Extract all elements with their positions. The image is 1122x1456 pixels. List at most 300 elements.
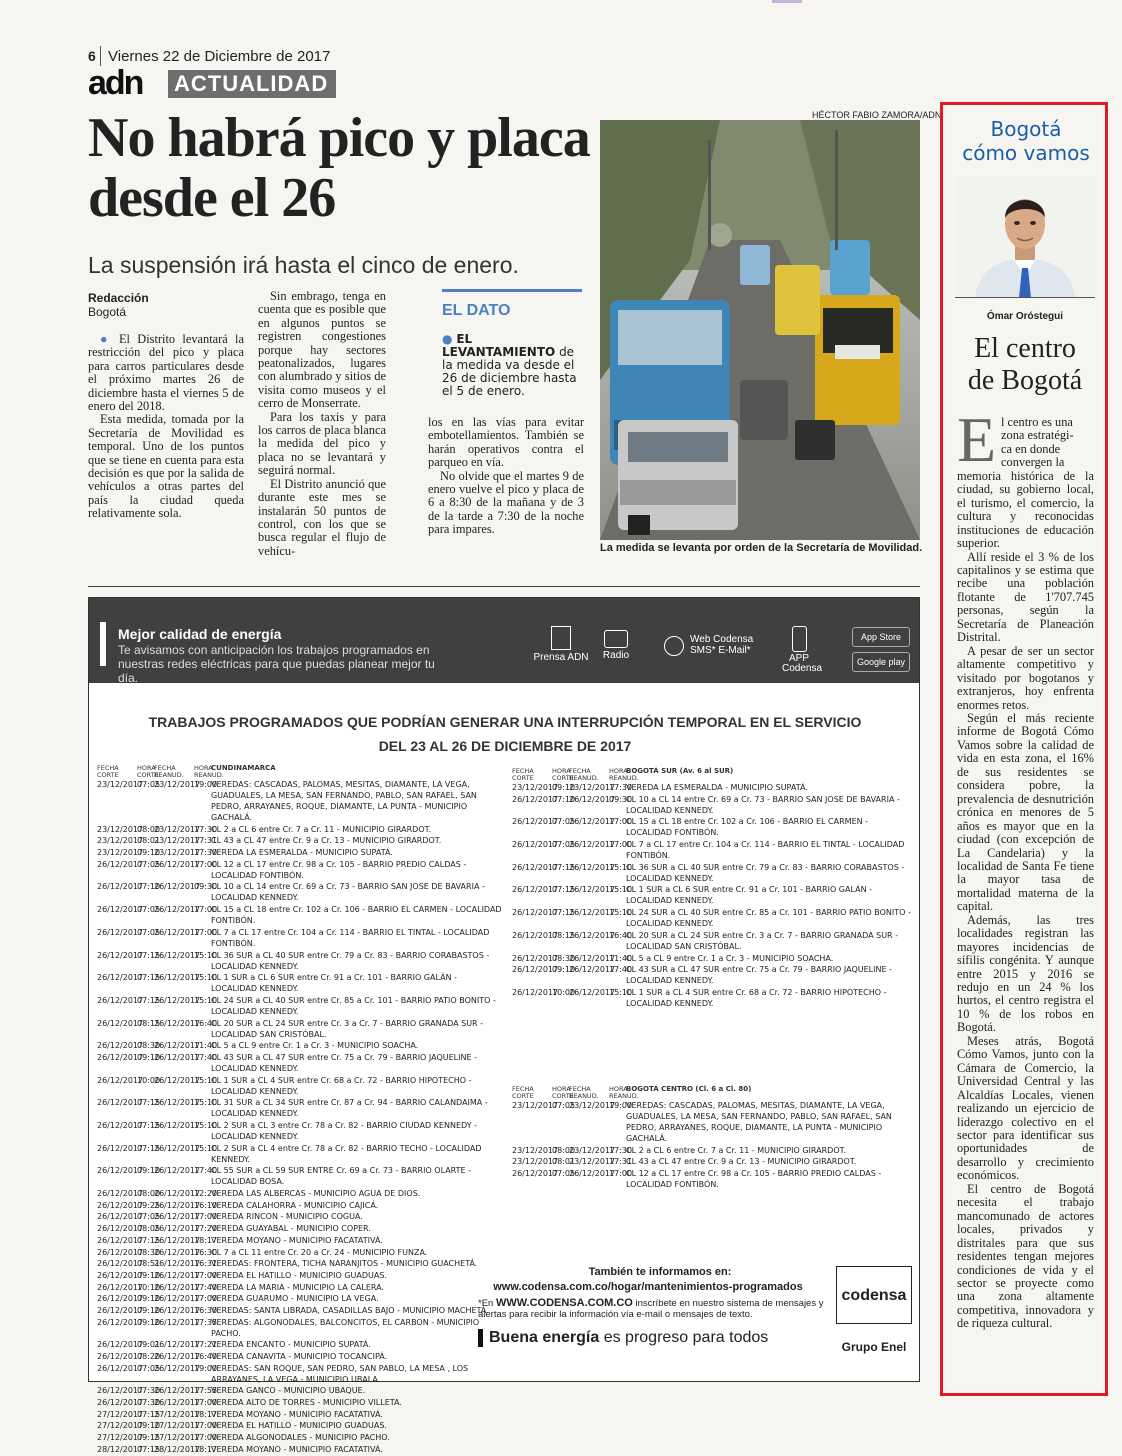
table-cell: 17:00 xyxy=(609,817,633,827)
table-cell: 26/12/2017 xyxy=(154,950,201,960)
table-cell: 11:40 xyxy=(609,953,633,963)
table-body xyxy=(512,782,912,1009)
table-cell: 26/12/2017 xyxy=(154,1189,201,1199)
table-row xyxy=(97,779,502,823)
channel-radio: Radio xyxy=(596,626,636,661)
table-cell: 26/12/2017 xyxy=(154,1398,201,1408)
table-cell: VEREDA GUAYABAL - MUNICIPIO COPER. xyxy=(211,1224,371,1234)
table-cell: 17:31 xyxy=(609,1157,633,1167)
table-cell: 17:00 xyxy=(194,1212,218,1222)
table-row xyxy=(512,1100,912,1144)
table-row xyxy=(512,1168,912,1190)
table-cell: 07:05 xyxy=(552,817,576,827)
table-cell: VEREDA EL HATILLO - MUNICIPIO GUADUAS. xyxy=(211,1421,387,1431)
table-cell: 26/12/2017 xyxy=(97,1166,144,1176)
table-cell: 23/12/2017 xyxy=(154,824,201,834)
table-cell: VEREDAS: CASCADAS, PALOMAS, MESITAS, DIAMANTE, LA VEGA, GUADUALES, LA MESA, SAN FERNANDO, PABLO, SAN RAFAEL, SAN PEDRO, ARRAYANES, ROQUE, DIAMANTE, LA PUNTA - MUNICIPIO GACHALÁ. xyxy=(211,780,477,822)
table-cell: 17:40 xyxy=(194,1282,218,1292)
photo-credit: HÉCTOR FABIO ZAMORA/ADN xyxy=(812,110,942,120)
table-row xyxy=(97,1339,502,1350)
table-row xyxy=(512,953,912,964)
newspaper-icon xyxy=(551,626,571,650)
table-row xyxy=(97,950,502,972)
table-cell: 26/12/2017 xyxy=(154,1224,201,1234)
table-row xyxy=(97,1223,502,1234)
table-cell: 09:10 xyxy=(137,1305,161,1315)
table-cell: 26/12/2017 xyxy=(154,1052,201,1062)
table-cell: 07:05 xyxy=(552,840,576,850)
table-cell: 18:17 xyxy=(194,1444,218,1454)
table-cell: VEREDAS: FRONTERA, TICHA NARANJITOS - MUNICIPIO GUACHETÁ. xyxy=(211,1259,478,1269)
codensa-url[interactable]: www.codensa.com.co/hogar/mantenimientos-programados xyxy=(493,1281,803,1293)
table-cell: 10:10 xyxy=(137,1282,161,1292)
table-cell: 07:15 xyxy=(137,995,161,1005)
table-cell: VEREDA MOYANO - MUNICIPIO FACATATIVÁ. xyxy=(211,1235,383,1245)
outage-table-cundinamarca xyxy=(97,765,502,1456)
table-cell: 26/12/2017 xyxy=(97,1363,144,1373)
table-cell: CL 43 SUR a CL 47 SUR entre Cr. 75 a Cr. 79 - BARRIO JAQUELINE - LOCALIDAD KENNEDY. xyxy=(626,965,892,986)
table-cell: 07:15 xyxy=(552,862,576,872)
table-cell: 26/12/2017 xyxy=(154,1200,201,1210)
table-cell: 26/12/2017 xyxy=(154,1270,201,1280)
table-cell: 07:10 xyxy=(137,882,161,892)
paragraph: Según el más reciente informe de Bogotá Cómo Vamos sobre la calidad de vida en esta zona, el 16% de sus residentes se considera pobre, la prevalencia de desnutrición crónica en menores de 5 años es mayor que en la ciudad (con excepción de La Candelaria) y la localidad de Santa Fe tiene la mayor tasa de mortalidad materna de la capital. xyxy=(957,710,1094,914)
author-name: Ómar Oróstegui xyxy=(986,311,1064,322)
table-cell: 11:40 xyxy=(194,1041,218,1051)
table-cell: 07:15 xyxy=(137,1143,161,1153)
table-cell: VEREDA CALAHORRA - MUNICIPIO CAJICÁ. xyxy=(211,1200,379,1210)
table-cell: 07:15 xyxy=(137,1121,161,1130)
table-cell: VEREDA LAS ALBERCAS - MUNICIPIO AGUA DE DIOS. xyxy=(211,1189,421,1199)
table-cell: 26/12/2017 xyxy=(512,908,559,918)
table-cell: 26/12/2017 xyxy=(97,859,144,869)
table-cell: 16:30 xyxy=(194,1247,218,1257)
table-row xyxy=(97,859,502,881)
table-row xyxy=(97,1409,502,1420)
table-cell: 26/12/2017 xyxy=(154,1247,201,1257)
table-cell: 26/12/2017 xyxy=(97,1352,144,1361)
table-cell: 26/12/2017 xyxy=(512,885,559,895)
table-cell: 17:00 xyxy=(194,1294,218,1304)
table-cell: 17:40 xyxy=(194,1166,218,1176)
table-row xyxy=(97,1235,502,1246)
table-cell: 17:20 xyxy=(194,1224,218,1234)
table-row xyxy=(97,1120,502,1142)
table-cell: 26/12/2017 xyxy=(154,1259,201,1269)
table-cell: CL 1 SUR a CL 4 SUR entre Cr. 68 a Cr. 72 - BARRIO HIPOTECHO - LOCALIDAD KENNEDY. xyxy=(211,1075,472,1096)
table-cell: 26/12/2017 xyxy=(97,1121,144,1130)
table-cell: 23/12/2017 xyxy=(512,1101,559,1110)
table-cell: 18:17 xyxy=(194,1235,218,1245)
table-cell: CL 7 a CL 17 entre Cr. 104 a Cr. 114 - BARRIO EL TINTAL - LOCALIDAD FONTIBÓN. xyxy=(211,927,490,948)
table-cell: 17:21 xyxy=(194,1340,218,1350)
table-cell: 23/12/2017 xyxy=(512,1145,559,1155)
table-cell: 17:30 xyxy=(609,783,633,792)
table-cell: CL 1 SUR a CL 6 SUR entre Cr. 91 a Cr. 101 - BARRIO GALÁN - LOCALIDAD KENNEDY. xyxy=(626,885,872,906)
table-cell: 15:10 xyxy=(609,987,633,997)
table-cell: 23/12/2017 xyxy=(569,1157,616,1167)
table-cell: 07:05 xyxy=(137,1212,161,1222)
table-cell: 26/12/2017 xyxy=(512,930,559,940)
table-cell: 26/12/2017 xyxy=(512,1169,559,1179)
table-cell: 28/12/2017 xyxy=(154,1444,201,1454)
google-play-badge[interactable]: Google play xyxy=(852,652,910,672)
table-cell: 23/12/2017 xyxy=(97,836,144,846)
table-cell: 26/12/2017 xyxy=(154,1018,201,1028)
table-cell: 09:10 xyxy=(137,1270,161,1280)
table-cell: 07:30 xyxy=(137,1398,161,1408)
table-cell: 17:00 xyxy=(609,840,633,850)
table-cell: 09:01 xyxy=(137,1340,161,1350)
table-row xyxy=(512,907,912,929)
table-cell: 09:10 xyxy=(137,1166,161,1176)
table-cell: 26/12/2017 xyxy=(97,995,144,1005)
paragraph: Esta medida, tomada por la Secretaría de Movilidad es temporal. Uno de los puntos que se tiene en cuenta para esta decisión es que por la salida de vehículos a otras partes del país la ciudad queda relativamente sola. xyxy=(88,412,244,521)
table-cell: 26/12/2017 xyxy=(97,1041,144,1051)
paragraph: Meses atrás, Bogotá Cómo Vamos, junto con la Cámara de Comercio, la Universidad Central y las Alcaldías Locales, vienen realizando un ejercicio de liderazgo colectivo en el sector para identificar sus oportunidades de desarrollo y crecimiento económicos. xyxy=(957,1033,1094,1183)
date-divider xyxy=(100,46,101,66)
table-cell: 15:10 xyxy=(194,1075,218,1085)
table-cell: CL 1 SUR a CL 4 SUR entre Cr. 68 a Cr. 72 - BARRIO HIPOTECHO - LOCALIDAD KENNEDY. xyxy=(626,987,887,1008)
table-cell: CL 43 SUR a CL 47 SUR entre Cr. 75 a Cr. 79 - BARRIO JAQUELINE - LOCALIDAD KENNEDY. xyxy=(211,1052,477,1073)
table-cell: 08:01 xyxy=(137,836,161,846)
table-cell: 15:10 xyxy=(194,1098,218,1108)
table-row xyxy=(97,1018,502,1040)
table-cell: 27/12/2017 xyxy=(154,1433,201,1443)
table-row xyxy=(97,1282,502,1293)
paragraph: A pesar de ser un sector altamente competitivo y visitado por bogotanos y extranjeros, hoy enfrenta enormes retos. xyxy=(957,643,1094,712)
table-row xyxy=(97,995,502,1017)
table-row xyxy=(97,1385,502,1396)
table-cell: 17:00 xyxy=(194,1270,218,1280)
also-inform-label: También te informamos en: xyxy=(588,1266,732,1278)
table-row xyxy=(97,1270,502,1281)
paragraph: ● El Distrito levantará la restricción del pico y placa para carros particulares desde el próximo martes 26 de diciembre hasta el viernes 5 de enero del 2018. xyxy=(88,332,244,414)
table-row xyxy=(97,1143,502,1165)
ad-slogan: Buena energía es progreso para todos xyxy=(478,1329,768,1347)
table-cell: 26/12/2017 xyxy=(97,1340,144,1350)
table-cell: 08:00 xyxy=(137,1189,161,1199)
table-cell: 08:15 xyxy=(137,1018,161,1028)
table-cell: 26/12/2017 xyxy=(154,1294,201,1304)
headline: No habrá pico y placa desde el 26 xyxy=(88,107,590,229)
table-row xyxy=(97,1444,502,1455)
table-cell: 26/12/2017 xyxy=(97,1143,144,1153)
table-cell: 23/12/2017 xyxy=(569,783,616,792)
table-cell: 07:15 xyxy=(137,1235,161,1245)
table-cell: 26/12/2017 xyxy=(97,973,144,983)
table-cell: 07:15 xyxy=(552,885,576,895)
table-cell: 17:00 xyxy=(194,859,218,869)
table-cell: 26/12/2017 xyxy=(97,905,144,915)
table-cell: 26/12/2017 xyxy=(97,1224,144,1234)
table-cell: 26/12/2017 xyxy=(512,987,559,997)
table-cell: 26/12/2017 xyxy=(97,1098,144,1108)
table-cell: 17:40 xyxy=(194,1052,218,1062)
table-row xyxy=(97,847,502,858)
bullet-icon: ● xyxy=(442,332,453,346)
table-cell: CL 7 a CL 17 entre Cr. 104 a Cr. 114 - BARRIO EL TINTAL - LOCALIDAD FONTIBÓN. xyxy=(626,840,905,861)
table-cell: 26/12/2017 xyxy=(97,1075,144,1085)
drop-cap: E xyxy=(957,404,997,475)
table-cell: CL 7 a CL 11 entre Cr. 20 a Cr. 24 - MUNICIPIO FUNZA. xyxy=(211,1247,428,1257)
paragraph: l centro es una zona estratégi- ca en donde convergen la memoria histórica de la ciudad, su gobierno local, el turismo, el comercio, la cultura y reconocidas instituciones de educación superior. xyxy=(957,415,1094,551)
byline: Redacción xyxy=(88,291,149,305)
table-cell: 26/12/2017 xyxy=(154,1386,201,1396)
table-row xyxy=(97,1200,502,1211)
table-cell: 09:10 xyxy=(552,965,576,975)
dato-lead: EL LEVANTAMIENTO xyxy=(442,332,556,359)
table-cell: 15:10 xyxy=(194,1143,218,1153)
adn-logo xyxy=(88,66,142,100)
table-cell: 26/12/2017 xyxy=(569,987,616,997)
table-cell: 17:30 xyxy=(194,848,218,858)
table-cell: 26/12/2017 xyxy=(97,1189,144,1199)
table-cell: 15:10 xyxy=(194,950,218,960)
table-cell: 23/12/2017 xyxy=(154,780,201,789)
grupo-enel-label: Grupo Enel xyxy=(841,1340,907,1354)
register-note: *En WWW.CODENSA.COM.CO inscríbete en nuestro sistema de mensajes y alertas para recibir la información vía e-mail o mensajes de texto. xyxy=(478,1297,824,1320)
table-cell: CL 43 a CL 47 entre Cr. 9 a Cr. 13 - MUNICIPIO GIRARDOT. xyxy=(211,836,442,846)
table-row xyxy=(512,816,912,838)
table-cell: 26/12/2017 xyxy=(154,1075,201,1085)
article-column-2 xyxy=(258,290,386,558)
paragraph: los en las vías para evitar embotellamientos. También se harán operativos contra el parqueo en vía. xyxy=(428,415,584,470)
table-cell: 26/12/2017 xyxy=(154,1041,201,1051)
table-cell: 26/12/2017 xyxy=(154,1340,201,1350)
table-cell: 26/12/2017 xyxy=(154,1282,201,1292)
table-cell: 27/12/2017 xyxy=(97,1409,144,1419)
table-cell: 26/12/2017 xyxy=(154,1121,201,1130)
table-cell: 26/12/2017 xyxy=(569,965,616,975)
outage-table-bogota-centro xyxy=(512,1086,912,1191)
table-row xyxy=(512,862,912,884)
ad-accent-bar xyxy=(100,622,106,666)
table-cell: CL 2 SUR a CL 4 entre Cr. 78 a Cr. 82 - BARRIO TECHO - LOCALIDAD KENNEDY. xyxy=(211,1143,482,1164)
table-cell: 16:40 xyxy=(194,1352,218,1361)
table-row xyxy=(97,1258,502,1269)
table-cell: 26/12/2017 xyxy=(97,1270,144,1280)
dato-body: de la medida va desde el 26 de diciembre hasta el 5 de enero. xyxy=(442,345,577,398)
table-cell: 09:30 xyxy=(609,794,633,804)
table-row xyxy=(97,972,502,994)
table-cell: 07:05 xyxy=(137,927,161,937)
table-cell: 07:15 xyxy=(137,973,161,983)
paragraph: El centro de Bogotá necesita el trabajo mancomunado de actores locales, privados y distritales para que sus residentes tengan mejores condiciones de vida y el sector se proyecte como una zona altamente competitiva, innovadora y de riqueza cultural. xyxy=(957,1181,1094,1331)
table-cell: VEREDA RINCON - MUNICIPIO COGUA. xyxy=(211,1212,363,1222)
column-title: El centro de Bogotá xyxy=(967,333,1083,396)
table-row xyxy=(97,1432,502,1443)
channel-prensa: Prensa ADN xyxy=(528,626,594,663)
paragraph: Sin embrago, tenga en cuenta que es posible que en algunos puntos se registren congestiones porque hay sectores peatonalizados, lugares con alumbrado y sitios de visita como museos y el cerro de Monserrate. xyxy=(258,289,386,411)
table-cell: CL 55 SUR a CL 59 SUR ENTRE Cr. 69 a Cr. 73 - BARRIO OLARTE - LOCALIDAD BOSA. xyxy=(211,1166,472,1187)
bullet-icon: ● xyxy=(100,332,112,346)
table-cell: 23/12/2017 xyxy=(569,1145,616,1155)
table-cell: CL 36 SUR a CL 40 SUR entre Cr. 79 a Cr. 83 - BARRIO CORABASTOS - LOCALIDAD KENNEDY. xyxy=(626,862,905,883)
radio-icon xyxy=(604,630,628,648)
column-body xyxy=(957,416,1094,1331)
table-cell: 08:05 xyxy=(137,1224,161,1234)
paragraph: El Distrito anunció que durante este mes se instalarán 50 puntos de control, con los que se busca regular el flujo de vehícu- xyxy=(258,476,386,558)
table-cell: 26/12/2017 xyxy=(154,1363,201,1373)
table-cell: 26/12/2017 xyxy=(97,1282,144,1292)
table-row xyxy=(97,1293,502,1304)
table-cell: 23/12/2017 xyxy=(154,836,201,846)
paragraph: Para los taxis y para los carros de placa blanca la medida del pico y placa no se levantará y seguirá normal. xyxy=(258,409,386,478)
table-cell: 17:30 xyxy=(609,1145,633,1155)
register-link[interactable]: WWW.CODENSA.COM.CO xyxy=(495,1297,633,1309)
table-cell: 26/12/2017 xyxy=(97,882,144,892)
table-row xyxy=(97,1075,502,1097)
app-store-badge[interactable]: App Store xyxy=(852,627,910,647)
table-row xyxy=(512,964,912,986)
table-cell: CL 10 a CL 14 entre Cr. 69 a Cr. 73 - BARRIO SAN JOSE DE BAVARIA - LOCALIDAD KENNEDY. xyxy=(211,882,485,903)
table-cell: 15:10 xyxy=(194,1121,218,1130)
table-row xyxy=(97,927,502,949)
table-cell: 26/12/2017 xyxy=(512,965,559,975)
table-cell: 26/12/2017 xyxy=(97,1235,144,1245)
table-cell: VEREDA ALGONODALES - MUNICIPIO PACHO. xyxy=(211,1433,390,1443)
table-cell: CL 2 a CL 6 entre Cr. 7 a Cr. 11 - MUNICIPIO GIRARDOT. xyxy=(211,824,432,834)
table-cell: 26/12/2017 xyxy=(154,859,201,869)
table-cell: 15:10 xyxy=(609,908,633,918)
table-cell: 19:00 xyxy=(194,780,218,789)
table-cell: 26/12/2017 xyxy=(569,840,616,850)
table-cell: 19:00 xyxy=(194,1363,218,1373)
table-cell: VEREDA CANAVITA - MUNICIPIO TOCANCIPÁ. xyxy=(211,1352,388,1361)
table-cell: 17:00 xyxy=(194,905,218,915)
table-cell: 26/12/2017 xyxy=(97,1294,144,1304)
globe-icon xyxy=(664,636,684,656)
table-cell: 27/12/2017 xyxy=(97,1421,144,1431)
table-cell: 08:20 xyxy=(137,1352,161,1361)
table-cell: VEREDA ENCANTO - MUNICIPIO SUPATÁ. xyxy=(211,1340,371,1350)
table-cell: 26/12/2017 xyxy=(154,1305,201,1315)
table-row xyxy=(97,1165,502,1187)
table-cell: VEREDA MOYANO - MUNICIPIO FACATATIVÁ. xyxy=(211,1409,383,1419)
table-cell: 17:55 xyxy=(194,1386,218,1396)
table-header: FECHA CORTE HORA CORTE FECHA REANUD. HORA REANUD. BOGOTÁ CENTRO (Cl. 6 a Cl. 80) xyxy=(512,1085,752,1100)
table-cell: 26/12/2017 xyxy=(569,930,616,940)
table-cell: 09:10 xyxy=(552,783,576,792)
table-cell: 26/12/2017 xyxy=(154,927,201,937)
table-cell: 08:51 xyxy=(137,1259,161,1269)
author-portrait xyxy=(955,176,1095,298)
subhead: La suspensión irá hasta el cinco de enero. xyxy=(88,252,519,278)
phone-icon xyxy=(792,626,807,652)
table-cell: 27/12/2017 xyxy=(154,1409,201,1419)
table-row xyxy=(512,884,912,906)
table-cell: 09:10 xyxy=(137,848,161,858)
table-cell: 26/12/2017 xyxy=(97,1259,144,1269)
table-cell: 17:00 xyxy=(194,927,218,937)
table-cell: 26/12/2017 xyxy=(154,1235,201,1245)
table-cell: 19:00 xyxy=(609,1101,633,1110)
channel-app: APP Codensa xyxy=(782,626,816,674)
table-cell: 07:05 xyxy=(137,859,161,869)
table-cell: 27/12/2017 xyxy=(97,1433,144,1443)
table-cell: VEREDA ALTO DE TORRES - MUNICIPIO VILLETA. xyxy=(211,1398,402,1408)
table-row xyxy=(97,1397,502,1408)
table-row xyxy=(97,1188,502,1199)
table-row xyxy=(97,1097,502,1119)
table-cell: 26/12/2017 xyxy=(569,1169,616,1179)
section-divider xyxy=(88,586,920,587)
table-row xyxy=(512,1145,912,1156)
table-cell: 23/12/2017 xyxy=(512,1157,559,1167)
table-cell: 09:25 xyxy=(137,1200,161,1210)
table-header: FECHA CORTE HORA CORTE FECHA REANUD. HORA REANUD. BOGOTÁ SUR (Av. 6 al SUR) xyxy=(512,767,734,782)
table-cell: CL 5 a CL 9 entre Cr. 1 a Cr. 3 - MUNICIPIO SOACHA. xyxy=(626,953,834,963)
table-cell: 07:10 xyxy=(552,794,576,804)
table-cell: 16:40 xyxy=(609,930,633,940)
table-cell: CL 5 a CL 9 entre Cr. 1 a Cr. 3 - MUNICIPIO SOACHA. xyxy=(211,1041,419,1051)
table-cell: 26/12/2017 xyxy=(154,1143,201,1153)
dato-rule xyxy=(442,289,582,292)
paragraph: No olvide que el martes 9 de enero vuelve el pico y placa de 6 a 8:30 de la mañana y de 3 de la tarde a 7:30 de la noche para impares. xyxy=(428,468,584,537)
article-column-3 xyxy=(428,416,584,537)
table-body xyxy=(512,1100,912,1190)
table-cell: 26/12/2017 xyxy=(97,1317,144,1327)
table-cell: VEREDAS: SANTA LIBRADA, CASADILLAS BAJO - MUNICIPIO MACHETÁ. xyxy=(211,1305,489,1315)
table-cell: CL 20 SUR a CL 24 SUR entre Cr. 3 a Cr. 7 - BARRIO GRANADA SUR - LOCALIDAD SAN CRISTÓBAL. xyxy=(626,930,899,951)
table-body xyxy=(97,779,502,1455)
dato-text xyxy=(442,333,582,398)
table-cell: 07:30 xyxy=(137,1386,161,1396)
table-cell: 15:10 xyxy=(194,995,218,1005)
column-brand: Bogotá cómo vamos xyxy=(962,117,1090,165)
table-cell: 07:15 xyxy=(137,950,161,960)
table-cell: 07:15 xyxy=(137,1409,161,1419)
ad-title: Mejor calidad de energía xyxy=(118,626,282,642)
table-row xyxy=(97,1052,502,1074)
table-cell: 10:00 xyxy=(137,1075,161,1085)
brand-text: adn xyxy=(88,64,143,102)
table-row xyxy=(97,1211,502,1222)
table-cell: 15:10 xyxy=(609,885,633,895)
table-cell: VEREDA LA MARIA - MUNICIPIO LA CALERA. xyxy=(211,1282,384,1292)
table-row xyxy=(512,930,912,952)
table-cell: 26/12/2017 xyxy=(154,905,201,915)
table-cell: 16:40 xyxy=(194,1018,218,1028)
table-cell: 26/12/2017 xyxy=(154,1166,201,1176)
paragraph: Allí reside el 3 % de los capitalinos y se estima que recibe una población flotante de 1'707.745 personas, según la Secretaría de Planeación Distrital. xyxy=(957,549,1094,645)
table-cell: VEREDA EL HATILLO - MUNICIPIO GUADUAS. xyxy=(211,1270,387,1280)
table-cell: 09:30 xyxy=(194,882,218,892)
table-cell: 26/12/2017 xyxy=(97,1052,144,1062)
table-row xyxy=(97,1305,502,1316)
table-row xyxy=(512,1156,912,1167)
table-cell: 26/12/2017 xyxy=(569,862,616,872)
table-cell: CL 24 SUR a CL 40 SUR entre Cr. 85 a Cr. 101 - BARRIO PATIO BONITO - LOCALIDAD KENNEDY. xyxy=(626,908,911,929)
table-cell: 23/12/2017 xyxy=(97,780,144,789)
table-cell: 07:15 xyxy=(552,908,576,918)
table-cell: 26/12/2017 xyxy=(154,1317,201,1327)
table-cell: 16:10 xyxy=(194,1200,218,1210)
section-label: ACTUALIDAD xyxy=(168,70,336,98)
table-cell: 26/12/2017 xyxy=(97,1386,144,1396)
table-cell: 17:35 xyxy=(194,1317,218,1327)
table-row xyxy=(97,835,502,846)
table-cell: 16:30 xyxy=(194,1305,218,1315)
date-line: Viernes 22 de Diciembre de 2017 xyxy=(108,48,331,65)
table-cell: CL 10 a CL 14 entre Cr. 69 a Cr. 73 - BARRIO SAN JOSE DE BAVARIA - LOCALIDAD KENNEDY. xyxy=(626,794,900,815)
scan-mark xyxy=(772,0,802,3)
table-cell: CL 12 a CL 17 entre Cr. 98 a Cr. 105 - BARRIO PREDIO CALDAS - LOCALIDAD FONTIBÓN. xyxy=(211,859,467,880)
table-cell: 26/12/2017 xyxy=(97,1398,144,1408)
page-number: 6 xyxy=(88,48,96,64)
table-title: TRABAJOS PROGRAMADOS QUE PODRÍAN GENERAR UNA INTERRUPCIÓN TEMPORAL EN EL SERVICIO xyxy=(148,714,862,730)
